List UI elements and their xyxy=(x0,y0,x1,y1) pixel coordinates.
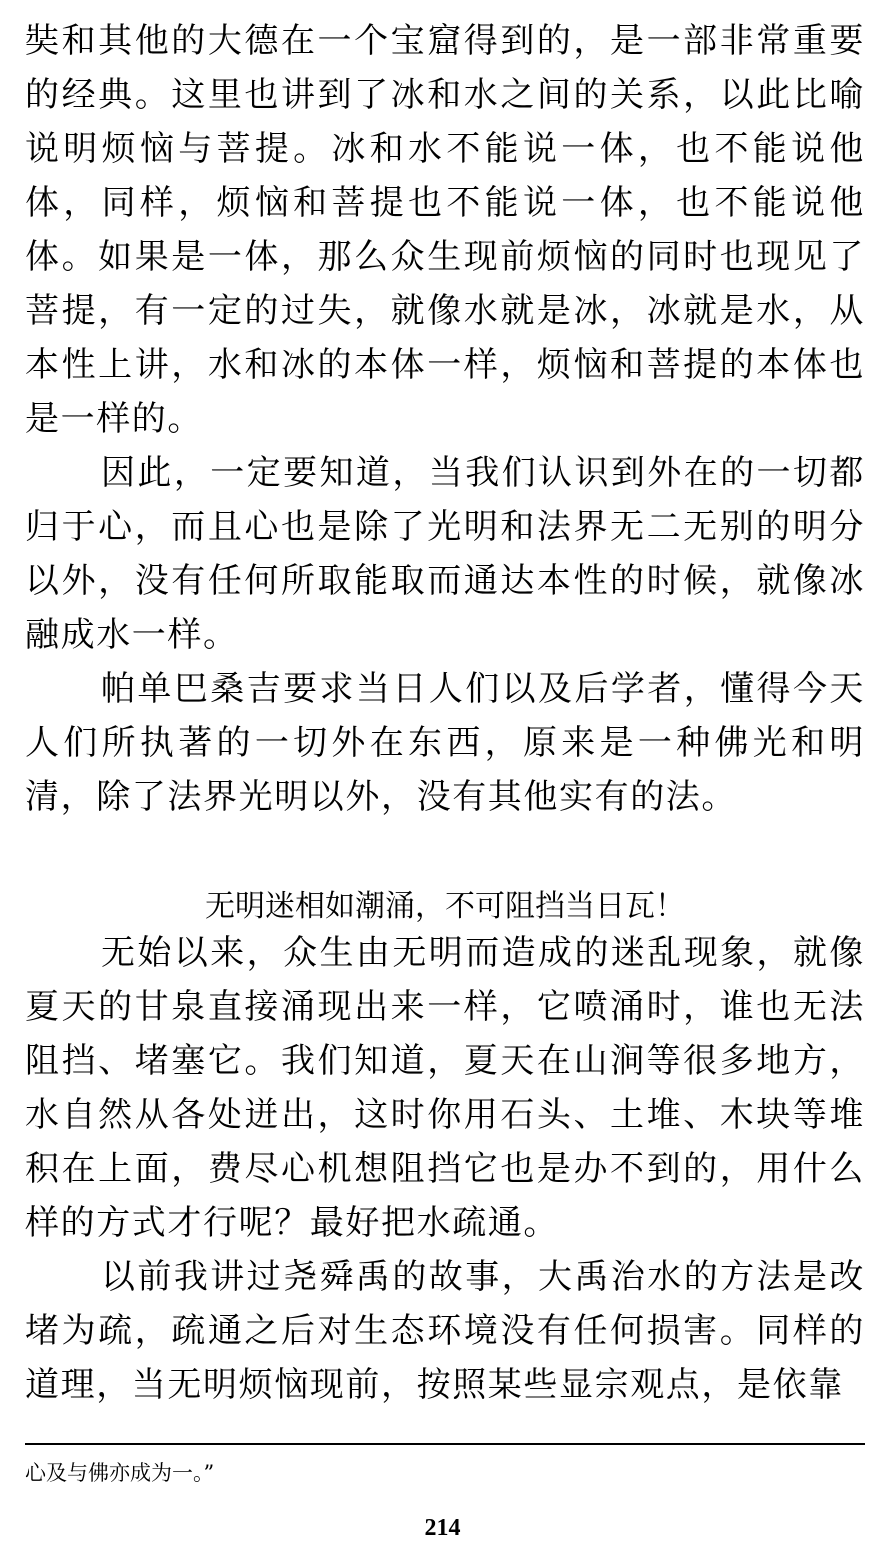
paragraph-therefore: 因此，一定要知道，当我们认识到外在的一切都归于心，而且心也是除了光明和法界无二无别的明分以外，没有任何所取能取而通达本性的时候，就像冰融成水一样。 xyxy=(25,453,865,655)
body-text-top xyxy=(25,14,865,824)
paragraph-ice-water: 奘和其他的大德在一个宝窟得到的，是一部非常重要的经典。这里也讲到了冰和水之间的关系，以此比喻说明烦恼与菩提。冰和水不能说一体，也不能说他体，同样，烦恼和菩提也不能说一体，也不能说他体。如果是一体，那么众生现前烦恼的同时也现见了菩提，有一定的过失，就像水就是冰，冰就是水，从本性上讲，水和冰的本体一样，烦恼和菩提的本体也是一样的。 xyxy=(25,21,865,439)
section-title: 无明迷相如潮涌，不可阻挡当日瓦！ xyxy=(205,889,685,924)
footnote: 心及与佛亦成为一。” xyxy=(25,1461,215,1485)
paragraph-padampa: 帕单巴桑吉要求当日人们以及后学者，懂得今天人们所执著的一切外在东西，原来是一种佛光和明清，除了法界光明以外，没有其他实有的法。 xyxy=(25,669,865,817)
paragraph-yu-flood: 以前我讲过尧舜禹的故事，大禹治水的方法是改堵为疏，疏通之后对生态环境没有任何损害。同样的道理，当无明烦恼现前，按照某些显宗观点，是依靠 xyxy=(25,1257,865,1405)
footnote-divider xyxy=(25,1443,865,1445)
paragraph-spring-water: 无始以来，众生由无明而造成的迷乱现象，就像夏天的甘泉直接涌现出来一样，它喷涌时，谁也无法阻挡、堵塞它。我们知道，夏天在山涧等很多地方，水自然从各处迸出，这时你用石头、土堆、木块等堆积在上面，费尽心机想阻挡它也是办不到的，用什么样的方式才行呢？最好把水疏通。 xyxy=(25,933,865,1243)
body-text-bottom xyxy=(25,926,865,1412)
page-number: 214 xyxy=(424,1515,461,1541)
